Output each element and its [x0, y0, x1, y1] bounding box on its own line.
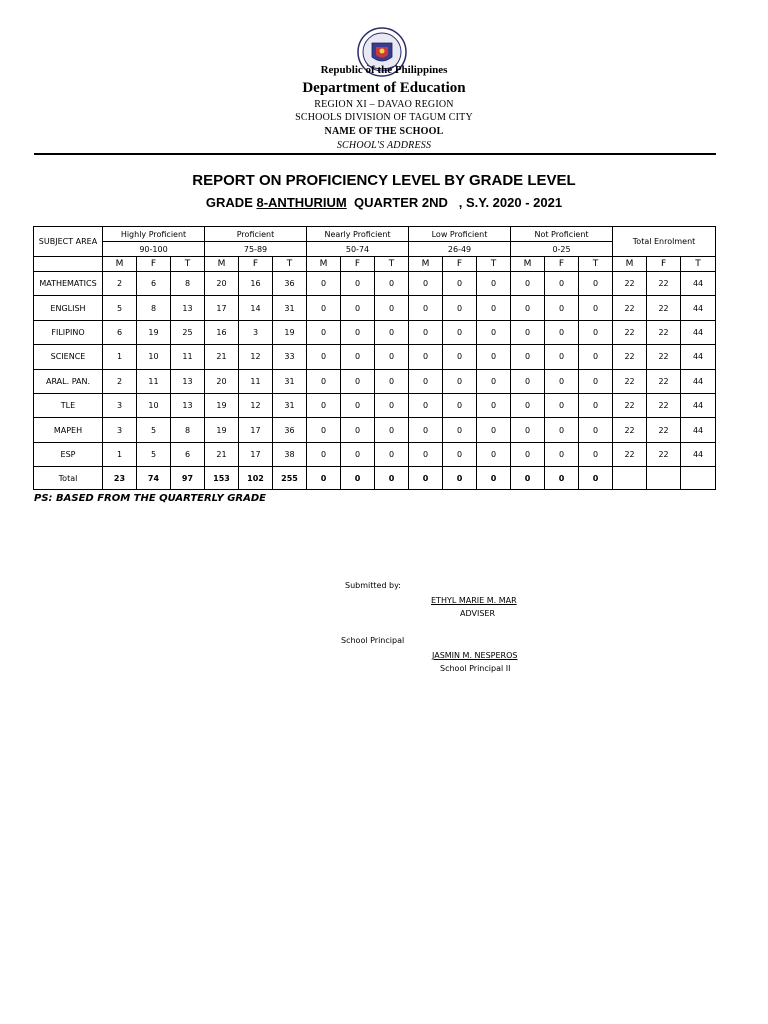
- value-cell: 8: [171, 272, 205, 296]
- value-cell: 0: [579, 320, 613, 344]
- value-cell: 0: [443, 296, 477, 320]
- value-cell: 0: [477, 345, 511, 369]
- header-divider: [34, 153, 716, 155]
- value-cell: 0: [545, 320, 579, 344]
- value-cell: 0: [477, 393, 511, 417]
- value-cell: 36: [273, 272, 307, 296]
- value-cell: 44: [681, 345, 716, 369]
- subject-cell: TLE: [34, 393, 103, 417]
- proficiency-table: [33, 226, 716, 490]
- level-name-header: Not Proficient: [511, 227, 613, 242]
- value-cell: 0: [545, 296, 579, 320]
- value-cell: 0: [341, 393, 375, 417]
- value-cell: 14: [239, 296, 273, 320]
- total-value-cell: 0: [511, 467, 545, 490]
- total-value-cell: 0: [477, 467, 511, 490]
- level-name-header: Highly Proficient: [103, 227, 205, 242]
- principal-label: School Principal: [341, 636, 405, 645]
- subject-cell: MATHEMATICS: [34, 272, 103, 296]
- value-cell: 22: [613, 418, 647, 442]
- level-name-header: Nearly Proficient: [307, 227, 409, 242]
- value-cell: 19: [205, 393, 239, 417]
- value-cell: 44: [681, 369, 716, 393]
- value-cell: 0: [375, 393, 409, 417]
- value-cell: 0: [545, 393, 579, 417]
- table-row: [34, 369, 716, 393]
- principal-name: JASMIN M. NESPEROS: [432, 651, 518, 660]
- value-cell: 0: [375, 296, 409, 320]
- value-cell: 22: [647, 296, 681, 320]
- gender-header: T: [273, 257, 307, 272]
- total-row: [34, 467, 716, 490]
- blank-header-cell: [34, 257, 103, 272]
- value-cell: 0: [477, 272, 511, 296]
- total-value-cell: 0: [579, 467, 613, 490]
- value-cell: 0: [579, 418, 613, 442]
- value-cell: 2: [103, 272, 137, 296]
- value-cell: 19: [137, 320, 171, 344]
- value-cell: 0: [375, 369, 409, 393]
- value-cell: 19: [205, 418, 239, 442]
- level-range-header: 26-49: [409, 242, 511, 257]
- value-cell: 21: [205, 345, 239, 369]
- subject-cell: ARAL. PAN.: [34, 369, 103, 393]
- value-cell: 0: [545, 272, 579, 296]
- value-cell: 0: [579, 296, 613, 320]
- subject-area-header: SUBJECT AREA: [34, 227, 103, 257]
- total-value-cell: [681, 467, 716, 490]
- value-cell: 10: [137, 345, 171, 369]
- value-cell: 0: [443, 345, 477, 369]
- value-cell: 5: [137, 442, 171, 466]
- gender-header: F: [239, 257, 273, 272]
- school-name: NAME OF THE SCHOOL: [324, 126, 444, 137]
- value-cell: 0: [375, 418, 409, 442]
- value-cell: 0: [579, 393, 613, 417]
- value-cell: 0: [511, 442, 545, 466]
- adviser-name: ETHYL MARIE M. MAR: [431, 596, 517, 605]
- value-cell: 0: [409, 272, 443, 296]
- value-cell: 0: [307, 272, 341, 296]
- value-cell: 0: [579, 442, 613, 466]
- value-cell: 31: [273, 369, 307, 393]
- value-cell: 3: [103, 393, 137, 417]
- value-cell: 0: [409, 393, 443, 417]
- total-value-cell: [647, 467, 681, 490]
- subject-cell: ENGLISH: [34, 296, 103, 320]
- table-row: [34, 393, 716, 417]
- value-cell: 5: [137, 418, 171, 442]
- value-cell: 33: [273, 345, 307, 369]
- value-cell: 21: [205, 442, 239, 466]
- value-cell: 13: [171, 393, 205, 417]
- value-cell: 0: [409, 369, 443, 393]
- gender-header: M: [511, 257, 545, 272]
- adviser-title: ADVISER: [460, 609, 496, 618]
- table-row: [34, 418, 716, 442]
- footnote: PS: BASED FROM THE QUARTERLY GRADE: [34, 493, 266, 504]
- total-label-cell: Total: [34, 467, 103, 490]
- gender-header-row: [34, 257, 716, 272]
- total-value-cell: 255: [273, 467, 307, 490]
- value-cell: 0: [341, 345, 375, 369]
- gender-header: T: [171, 257, 205, 272]
- value-cell: 0: [341, 296, 375, 320]
- value-cell: 8: [171, 418, 205, 442]
- gender-header: F: [137, 257, 171, 272]
- value-cell: 22: [613, 345, 647, 369]
- value-cell: 11: [171, 345, 205, 369]
- value-cell: 0: [477, 418, 511, 442]
- table-row: [34, 320, 716, 344]
- value-cell: 22: [613, 442, 647, 466]
- table-row: [34, 345, 716, 369]
- value-cell: 44: [681, 393, 716, 417]
- value-cell: 17: [239, 418, 273, 442]
- level-range-header: 90-100: [103, 242, 205, 257]
- value-cell: 44: [681, 442, 716, 466]
- value-cell: 2: [103, 369, 137, 393]
- value-cell: 0: [511, 393, 545, 417]
- value-cell: 0: [307, 320, 341, 344]
- total-enrolment-header: Total Enrolment: [613, 227, 716, 257]
- total-value-cell: 0: [341, 467, 375, 490]
- subject-cell: FILIPINO: [34, 320, 103, 344]
- gender-header: M: [205, 257, 239, 272]
- level-range-header: 50-74: [307, 242, 409, 257]
- value-cell: 22: [647, 442, 681, 466]
- principal-title: School Principal II: [440, 664, 511, 673]
- value-cell: 0: [545, 418, 579, 442]
- value-cell: 0: [341, 369, 375, 393]
- value-cell: 0: [511, 272, 545, 296]
- value-cell: 5: [103, 296, 137, 320]
- value-cell: 0: [477, 320, 511, 344]
- value-cell: 0: [307, 393, 341, 417]
- republic-label: Republic of the Philippines: [320, 64, 448, 76]
- total-value-cell: 0: [375, 467, 409, 490]
- value-cell: 0: [307, 296, 341, 320]
- value-cell: 0: [511, 418, 545, 442]
- value-cell: 0: [307, 345, 341, 369]
- value-cell: 0: [545, 369, 579, 393]
- value-cell: 16: [239, 272, 273, 296]
- value-cell: 0: [375, 345, 409, 369]
- total-value-cell: 153: [205, 467, 239, 490]
- value-cell: 12: [239, 393, 273, 417]
- value-cell: 0: [409, 442, 443, 466]
- value-cell: 0: [307, 369, 341, 393]
- value-cell: 0: [511, 320, 545, 344]
- value-cell: 0: [341, 442, 375, 466]
- value-cell: 6: [103, 320, 137, 344]
- total-value-cell: 0: [409, 467, 443, 490]
- value-cell: 0: [375, 320, 409, 344]
- value-cell: 12: [239, 345, 273, 369]
- value-cell: 22: [613, 369, 647, 393]
- subject-cell: MAPEH: [34, 418, 103, 442]
- value-cell: 0: [375, 442, 409, 466]
- value-cell: 3: [239, 320, 273, 344]
- value-cell: 0: [443, 320, 477, 344]
- value-cell: 13: [171, 369, 205, 393]
- value-cell: 0: [443, 369, 477, 393]
- value-cell: 22: [647, 393, 681, 417]
- gender-header: F: [341, 257, 375, 272]
- value-cell: 1: [103, 442, 137, 466]
- value-cell: 20: [205, 369, 239, 393]
- value-cell: 19: [273, 320, 307, 344]
- value-cell: 11: [239, 369, 273, 393]
- value-cell: 0: [307, 418, 341, 442]
- table-row: [34, 272, 716, 296]
- total-value-cell: 97: [171, 467, 205, 490]
- gender-header: T: [681, 257, 716, 272]
- value-cell: 1: [103, 345, 137, 369]
- gender-header: M: [103, 257, 137, 272]
- gender-header: F: [443, 257, 477, 272]
- value-cell: 0: [443, 442, 477, 466]
- submitted-by-label: Submitted by:: [345, 581, 401, 590]
- value-cell: 22: [613, 320, 647, 344]
- value-cell: 22: [613, 296, 647, 320]
- level-name-header: Proficient: [205, 227, 307, 242]
- gender-header: F: [647, 257, 681, 272]
- value-cell: 0: [307, 442, 341, 466]
- value-cell: 3: [103, 418, 137, 442]
- total-value-cell: 74: [137, 467, 171, 490]
- value-cell: 22: [647, 418, 681, 442]
- value-cell: 36: [273, 418, 307, 442]
- subject-cell: SCIENCE: [34, 345, 103, 369]
- value-cell: 6: [171, 442, 205, 466]
- level-range-header: 0-25: [511, 242, 613, 257]
- school-address: SCHOOL'S ADDRESS: [336, 140, 432, 151]
- gender-header: T: [579, 257, 613, 272]
- value-cell: 22: [647, 345, 681, 369]
- value-cell: 44: [681, 320, 716, 344]
- level-name-row: [34, 227, 716, 242]
- value-cell: 38: [273, 442, 307, 466]
- department-title: Department of Education: [302, 80, 466, 96]
- division-label: SCHOOLS DIVISION OF TAGUM CITY: [295, 112, 473, 123]
- table-row: [34, 296, 716, 320]
- gender-header: M: [613, 257, 647, 272]
- quarter-school-year: QUARTER 2ND , S.Y. 2020 - 2021: [346, 195, 563, 210]
- total-value-cell: 0: [545, 467, 579, 490]
- value-cell: 0: [579, 369, 613, 393]
- value-cell: 31: [273, 393, 307, 417]
- value-cell: 0: [443, 272, 477, 296]
- value-cell: 0: [579, 345, 613, 369]
- gender-header: T: [477, 257, 511, 272]
- level-range-header: 75-89: [205, 242, 307, 257]
- report-subtitle: [0, 195, 768, 210]
- value-cell: 0: [443, 393, 477, 417]
- value-cell: 0: [341, 418, 375, 442]
- total-value-cell: 0: [443, 467, 477, 490]
- subject-cell: ESP: [34, 442, 103, 466]
- gender-header: M: [409, 257, 443, 272]
- gender-header: F: [545, 257, 579, 272]
- value-cell: 44: [681, 418, 716, 442]
- grade-section: 8-ANTHURIUM: [256, 195, 347, 210]
- value-cell: 0: [375, 272, 409, 296]
- level-name-header: Low Proficient: [409, 227, 511, 242]
- value-cell: 0: [545, 442, 579, 466]
- total-value-cell: 0: [307, 467, 341, 490]
- value-cell: 31: [273, 296, 307, 320]
- value-cell: 44: [681, 272, 716, 296]
- value-cell: 0: [477, 296, 511, 320]
- value-cell: 0: [409, 418, 443, 442]
- total-value-cell: [613, 467, 647, 490]
- value-cell: 0: [341, 272, 375, 296]
- gender-header: M: [307, 257, 341, 272]
- value-cell: 0: [341, 320, 375, 344]
- value-cell: 22: [647, 272, 681, 296]
- value-cell: 20: [205, 272, 239, 296]
- value-cell: 22: [647, 320, 681, 344]
- value-cell: 0: [409, 296, 443, 320]
- table-row: [34, 442, 716, 466]
- value-cell: 0: [477, 442, 511, 466]
- value-cell: 0: [545, 345, 579, 369]
- value-cell: 22: [647, 369, 681, 393]
- region-label: REGION XI – DAVAO REGION: [314, 99, 454, 110]
- value-cell: 16: [205, 320, 239, 344]
- value-cell: 6: [137, 272, 171, 296]
- value-cell: 0: [511, 345, 545, 369]
- value-cell: 0: [443, 418, 477, 442]
- value-cell: 22: [613, 393, 647, 417]
- value-cell: 44: [681, 296, 716, 320]
- total-value-cell: 23: [103, 467, 137, 490]
- report-title: REPORT ON PROFICIENCY LEVEL BY GRADE LEVEL: [192, 172, 576, 189]
- value-cell: 0: [511, 296, 545, 320]
- value-cell: 10: [137, 393, 171, 417]
- grade-prefix: GRADE: [205, 195, 257, 210]
- value-cell: 22: [613, 272, 647, 296]
- value-cell: 0: [409, 345, 443, 369]
- value-cell: 0: [477, 369, 511, 393]
- total-value-cell: 102: [239, 467, 273, 490]
- value-cell: 8: [137, 296, 171, 320]
- gender-header: T: [375, 257, 409, 272]
- value-cell: 17: [205, 296, 239, 320]
- value-cell: 0: [579, 272, 613, 296]
- value-cell: 13: [171, 296, 205, 320]
- value-cell: 11: [137, 369, 171, 393]
- value-cell: 0: [409, 320, 443, 344]
- value-cell: 25: [171, 320, 205, 344]
- value-cell: 0: [511, 369, 545, 393]
- value-cell: 17: [239, 442, 273, 466]
